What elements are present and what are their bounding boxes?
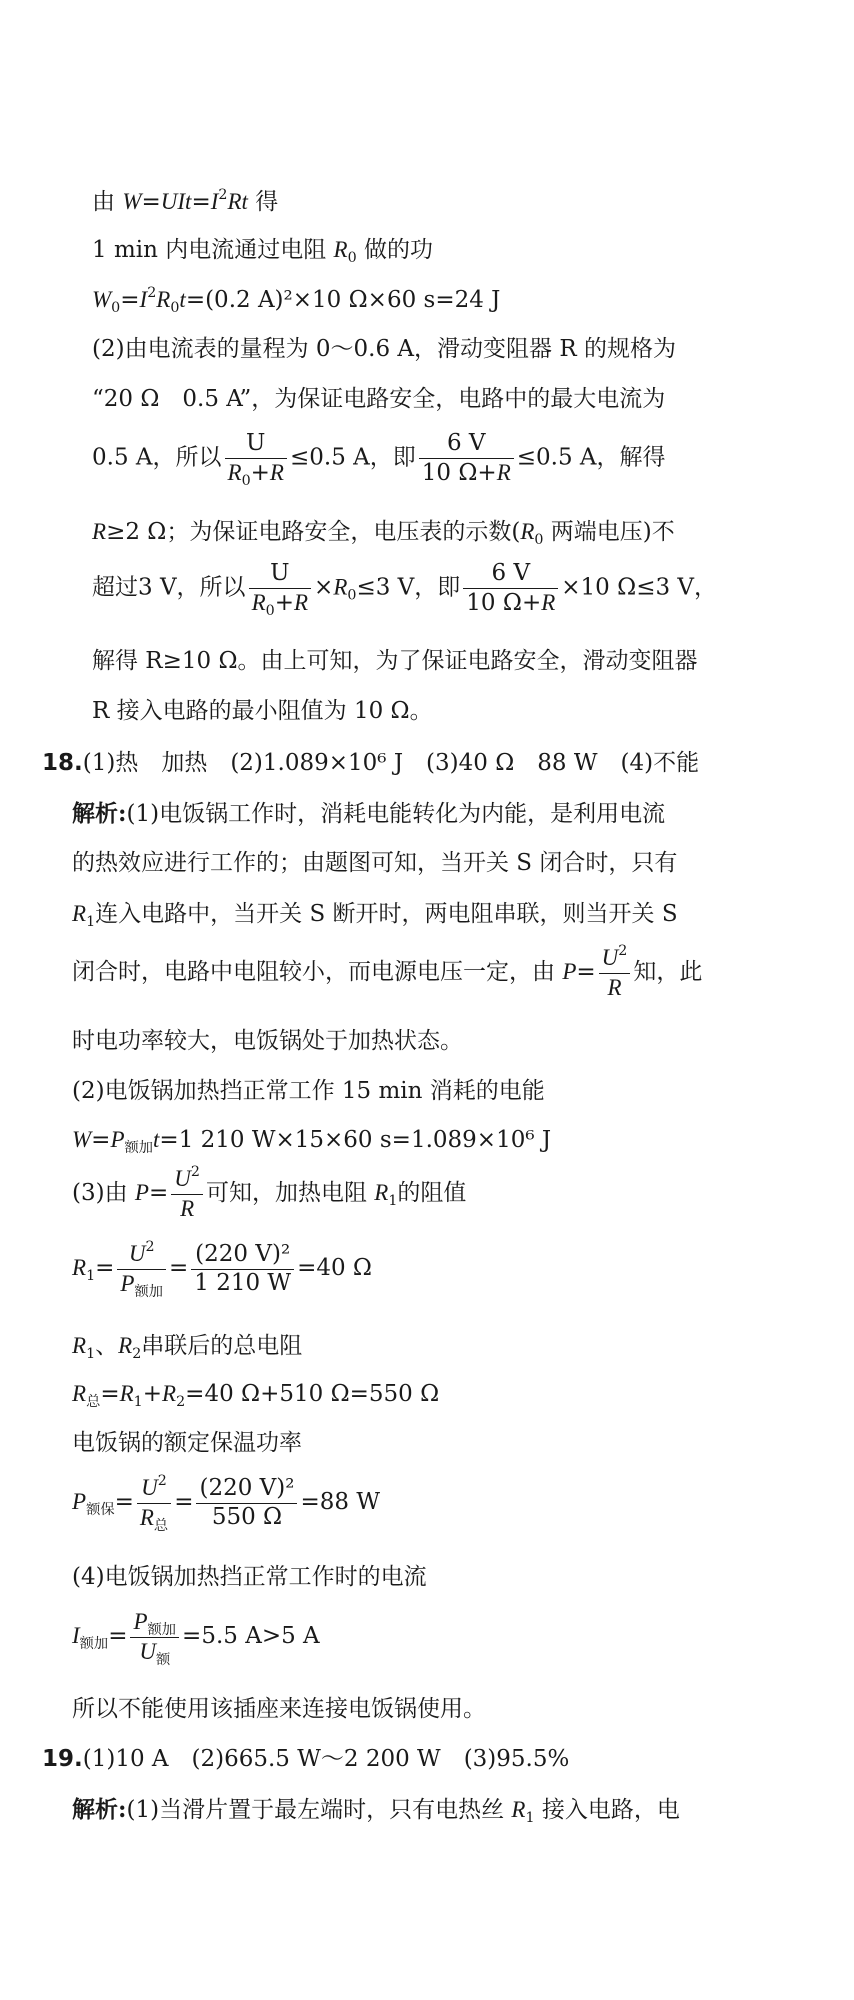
- q19-label: 解析:: [72, 1796, 127, 1823]
- fraction-u2-over-r: $\frac{U^2}{R}$: [599, 944, 631, 1002]
- q18-number: 18.: [42, 750, 83, 776]
- fraction-220sq-over-550: $\frac{\text{(220 V)²}}{550 \Omega}$: [196, 1475, 297, 1531]
- q18-keep-warm-calc: $P_{额保}=$ $\frac{U^2}{R_总}$ = $\frac{\text{(220 V)²}}{550 \Omega}$ =88 W: [72, 1473, 380, 1534]
- q18-total-resistance: $R_总=R_1+R_2=40$ Ω+510 Ω=550 Ω: [72, 1381, 440, 1410]
- fraction-220sq-over-1210: $\frac{\text{(220 V)²}}{1 210 W}$: [191, 1241, 294, 1297]
- q18-label: 解析:: [72, 800, 127, 827]
- q18-series-desc: $R_1$、$R_2$串联后的总电阻: [72, 1333, 303, 1362]
- line-max-current: 0.5 A，所以 $\frac{U}{R_0+R}$ ≤0.5 A，即 $\frac{6 V}{10 \Omega+R}$ ≤0.5 A，解得: [92, 430, 666, 489]
- fraction-u-over-r0r-2: $\frac{U}{R_0+R}$: [249, 560, 311, 617]
- q18-explain-2: 的热效应进行工作的；由题图可知，当开关 S 闭合时，只有: [72, 850, 678, 876]
- q18-part4-desc: (4)电饭锅加热挡正常工作时的电流: [72, 1564, 427, 1590]
- line-voltage-calc: 超过3 V，所以 $\frac{U}{R_0+R}$ $\times R_0\le 3$ V，即 $\frac{6 V}{10 \Omega+R}$ ×10 Ω≤3 V，: [92, 560, 718, 619]
- q18-explain-1: 解析:(1)电饭锅工作时，消耗电能转化为内能，是利用电流: [72, 800, 666, 827]
- q18-keep-warm-desc: 电饭锅的额定保温功率: [72, 1430, 302, 1456]
- fraction-u-over-r0r: $\frac{U}{R_0+R}$: [225, 430, 287, 487]
- q18-explain-6: (2)电饭锅加热挡正常工作 15 min 消耗的电能: [72, 1078, 545, 1104]
- q18-explain-4: 闭合时，电路中电阻较小，而电源电压一定，由 P= $\frac{U^2}{R}$ 知，此: [72, 944, 702, 1002]
- fraction-u2-over-pheat: $\frac{U^2}{P_{额加}}$: [117, 1240, 166, 1298]
- fraction-6v-over-10r: $\frac{6 V}{10 \Omega+R}$: [419, 430, 514, 487]
- q18-part3-line: (3)由 P= $\frac{U^2}{R}$ 可知，加热电阻 $R_1$的阻值: [72, 1165, 466, 1223]
- line-part2-intro: (2)由电流表的量程为 0～0.6 A，滑动变阻器 R 的规格为: [92, 336, 676, 362]
- line-part2-spec: “20 Ω 0.5 A”，为保证电路安全，电路中的最大电流为: [92, 386, 666, 412]
- q19-number: 19.: [42, 1746, 83, 1772]
- q18-energy-formula: $W=P_{额加}t=1$ 210 W×15×60 s=1.089×10⁶ J: [72, 1127, 552, 1156]
- fraction-6v-over-10r-2: $\frac{6 V}{10 \Omega+R}$: [463, 560, 558, 617]
- q19-answer-line: 19.(1)10 A (2)665.5 W～2 200 W (3)95.5%: [42, 1746, 570, 1772]
- line-voltage-limit: R≥2 Ω；为保证电路安全，电压表的示数($R_0$ 两端电压)不: [92, 519, 675, 548]
- q18-explain-5: 时电功率较大，电饭锅处于加热状态。: [72, 1028, 463, 1054]
- fraction-u2-over-r-2: $\frac{U^2}{R}$: [171, 1165, 203, 1223]
- q18-answer-line: 18.(1)热 加热 (2)1.089×10⁶ J (3)40 Ω 88 W (4)不能: [42, 750, 700, 776]
- q18-explain-3: $R_1$连入电路中，当开关 S 断开时，两电阻串联，则当开关 S: [72, 901, 678, 930]
- line-work-calc: $W_0=I^2R_0t=(0.2$ A)²×10 Ω×60 s=24 J: [92, 285, 501, 316]
- line-min-resistance: R 接入电路的最小阻值为 10 Ω。: [92, 698, 433, 724]
- line-work-formula: 由 $W=UIt=I^2Rt$ 得: [92, 187, 279, 215]
- line-solve: 解得 R≥10 Ω。由上可知，为了保证电路安全，滑动变阻器: [92, 648, 698, 674]
- q18-conclusion: 所以不能使用该插座来连接电饭锅使用。: [72, 1696, 486, 1722]
- q18-current-calc: $I_{额加}=$ $\frac{P_{额加}}{U_额}$ =5.5 A>5 A: [72, 1609, 320, 1668]
- fraction-pheat-over-urated: $\frac{P_{额加}}{U_额}$: [130, 1608, 179, 1666]
- line-work-desc: 1 min 内电流通过电阻 $R_0$ 做的功: [92, 237, 433, 266]
- q19-explain-1: 解析:(1)当滑片置于最左端时，只有电热丝 $R_1$ 接入电路，电: [72, 1796, 680, 1826]
- q18-r1-calc: $R_1=$ $\frac{U^2}{P_{额加}}$ = $\frac{\text{(220 V)²}}{1 210 W}$ =40 Ω: [72, 1239, 372, 1300]
- fraction-u2-over-rtotal: $\frac{U^2}{R_总}$: [137, 1474, 171, 1532]
